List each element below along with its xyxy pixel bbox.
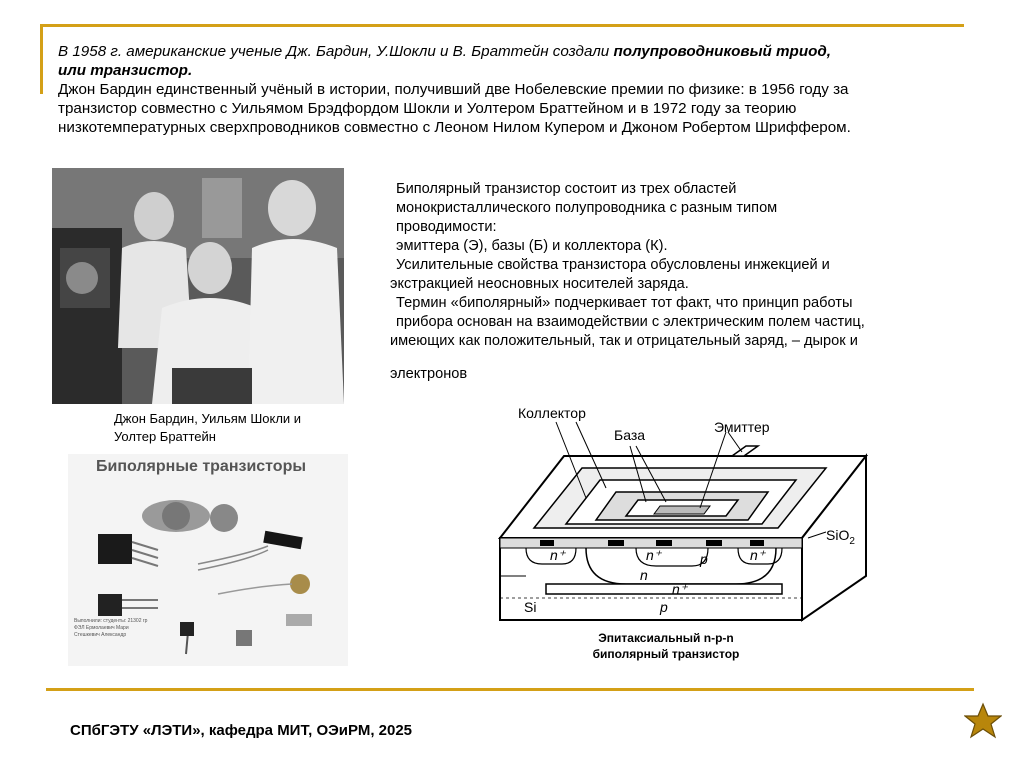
label-n-plus-left: n⁺ (550, 547, 566, 563)
left-divider (40, 24, 43, 94)
transistors-photo-title: Биполярные транзисторы (96, 458, 307, 475)
diagram-caption: Эпитаксиальный n-p-n биполярный транзистор (592, 631, 740, 661)
label-emitter: Эмиттер (714, 419, 770, 435)
intro-line-5: низкотемпературных сверхпроводников совместно с Леоном Нилом Купером и Джоном Робертом Шриффером. (58, 119, 851, 136)
transistor-description: Биполярный транзистор состоит из трех областей монокристаллического полупроводника с разным типом проводимости: эмиттера (Э), базы (Б) и коллектора (К). Усилительные свойства транзистора обусловлены инжекцией и экстракцией неосновных носителей заряда. Термин «биполярный» подчеркивает тот факт, что принцип работы прибора основан на взаимодействии с электрическим полем частиц, имеющих как положительный, так и отрицательный заряд, – дырок и электронов (390, 181, 865, 382)
photo-caption: Джон Бардин, Уильям Шокли и Уолтер Браттейн (114, 411, 302, 444)
label-p-base: p (700, 551, 708, 567)
label-n-plus-center: n⁺ (646, 547, 662, 563)
label-n-plus-buried: n⁺ (672, 581, 688, 597)
intro-line-3: Джон Бардин единственный учёный в истории, получивший две Нобелевские премии по физике: в 1956 году за (58, 81, 849, 98)
footer-text: СПбГЭТУ «ЛЭТИ», кафедра МИТ, ОЭиРМ, 2025 (70, 722, 413, 739)
scientists-photo-image (52, 168, 344, 404)
intro-line-1: В 1958 г. американские ученые Дж. Бардин, У.Шокли и В. Браттейн создали полупроводниковый триод, (58, 43, 832, 60)
intro-text (58, 42, 978, 137)
intro-line-4: транзистор совместно с Уильямом Брэдфордом Шокли и Уолтером Браттейном и в 1972 году за теорию (58, 100, 797, 117)
label-si: Si (524, 599, 537, 615)
label-collector: Коллектор (518, 405, 586, 421)
label-n-plus-right: n⁺ (750, 547, 766, 563)
transistor-diagram-drawing (496, 398, 868, 626)
scientists-photo (52, 168, 344, 404)
label-p-substrate: p (660, 599, 668, 615)
label-n-epi: n (640, 567, 648, 583)
top-divider (40, 24, 964, 27)
label-sio2: SiO$_2$ (826, 527, 855, 547)
transistors-photo-credit: Выполнили: студенты: 21302 гр ФЭЛ Ермолаевич Мари Стешкевич Александр (74, 618, 148, 638)
label-base: База (614, 427, 646, 443)
bottom-divider (46, 688, 974, 691)
star-icon[interactable] (964, 702, 1002, 740)
transistors-photo (68, 454, 348, 666)
intro-line-2: или транзистор. (58, 62, 193, 79)
transistor-diagram (496, 398, 868, 626)
intro-bold-term: полупроводниковый триод, (613, 43, 832, 60)
